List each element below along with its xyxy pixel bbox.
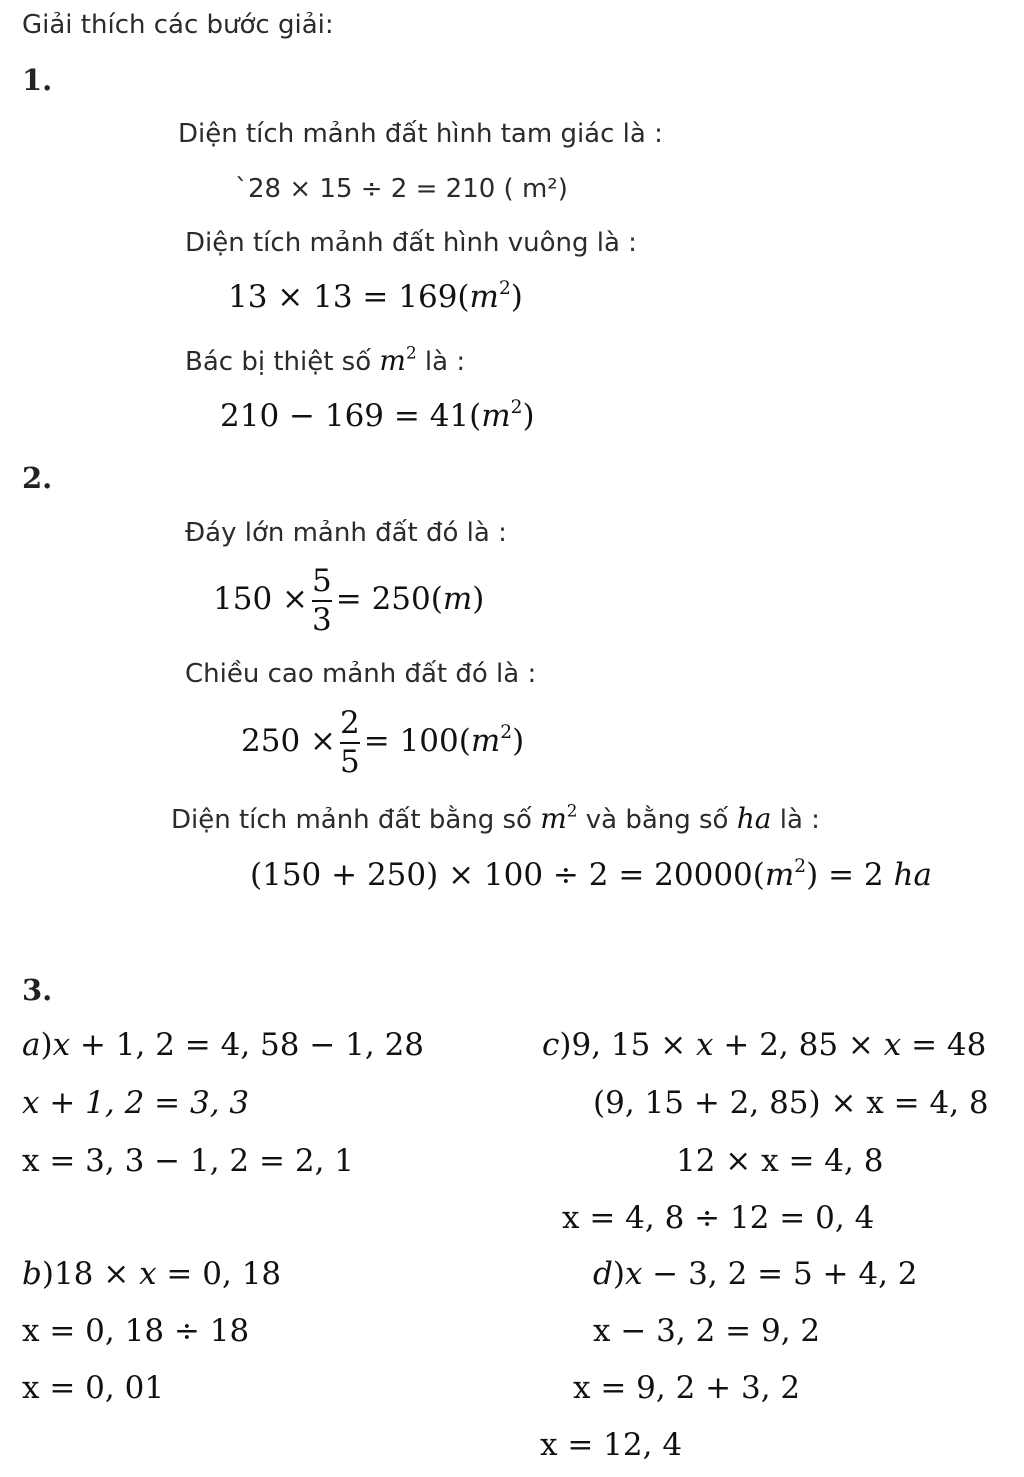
- p1-triangle-area-calc: `28 × 15 ÷ 2 = 210 ( m²): [235, 174, 568, 204]
- p1-loss-label-a: Bác bị thiệt số: [185, 347, 372, 377]
- p2-area-label-a: Diện tích mảnh đất bằng số: [171, 805, 532, 835]
- p1-square-area-label: Diện tích mảnh đất hình vuông là :: [185, 228, 637, 258]
- p1-loss-formula: $210 - 169 = 41(m^2)$: [220, 396, 535, 434]
- p3-b-line3: x = 0, 01: [22, 1370, 165, 1406]
- p3-a-line3: x = 3, 3 − 1, 2 = 2, 1: [22, 1143, 354, 1179]
- p2-base-formula: 150 × $\frac{5}{3}$ = 250(m): [213, 563, 485, 638]
- p3-d-line2: x − 3, 2 = 9, 2: [593, 1313, 821, 1349]
- unit-ha: ha: [736, 802, 772, 835]
- p2-area-label-b: và bằng số: [585, 805, 729, 835]
- p1-loss-label: [185, 342, 466, 377]
- p3-d-line3: x = 9, 2 + 3, 2: [573, 1370, 801, 1406]
- p1-square-area-formula: $13 \times 13 = 169(m^2)$: [228, 277, 523, 315]
- p3-a-line1: a)x + 1, 2 = 4, 58 − 1, 28: [22, 1027, 425, 1063]
- p3-b-line1: b)18 × x = 0, 18: [22, 1256, 282, 1292]
- p2-area-label-c: là :: [779, 805, 820, 835]
- p3-b-line2: x = 0, 18 ÷ 18: [22, 1313, 250, 1349]
- p1-triangle-area-label: Diện tích mảnh đất hình tam giác là :: [178, 119, 663, 149]
- p3-c-line3: 12 × x = 4, 8: [676, 1143, 884, 1179]
- p2-area-formula: $(150 + 250) \times 100 \div 2 = 20000(m^2) = 2$ ha: [250, 855, 932, 893]
- p3-a-line2: x + 1, 2 = 3, 3: [22, 1085, 250, 1121]
- p2-height-label: Chiều cao mảnh đất đó là :: [185, 659, 537, 689]
- solution-header: Giải thích các bước giải:: [22, 10, 334, 40]
- p2-area-label: Diện tích mảnh đất bằng số $m^2$ và bằng số ha là :: [171, 800, 820, 835]
- p3-d-line1: d)x − 3, 2 = 5 + 4, 2: [593, 1256, 918, 1292]
- unit-m: m: [379, 344, 406, 377]
- p3-c-line4: x = 4, 8 ÷ 12 = 0, 4: [562, 1200, 875, 1236]
- p1-loss-label-b: là :: [424, 347, 466, 377]
- p3-c-line1: c)9, 15 × x + 2, 85 × x = 48: [542, 1027, 987, 1063]
- p3-c-line2: (9, 15 + 2, 85) × x = 4, 8: [593, 1085, 989, 1121]
- section-number-3: 3.: [22, 973, 53, 1007]
- p3-d-line4: x = 12, 4: [540, 1427, 683, 1463]
- p2-base-label: Đáy lớn mảnh đất đó là :: [185, 518, 507, 548]
- unit-sq: 2: [405, 342, 417, 363]
- section-number-2: 2.: [22, 461, 53, 495]
- p2-height-formula: 250 × $\frac{2}{5}$ = $100(m^2)$: [241, 705, 525, 780]
- section-number-1: 1.: [22, 63, 53, 97]
